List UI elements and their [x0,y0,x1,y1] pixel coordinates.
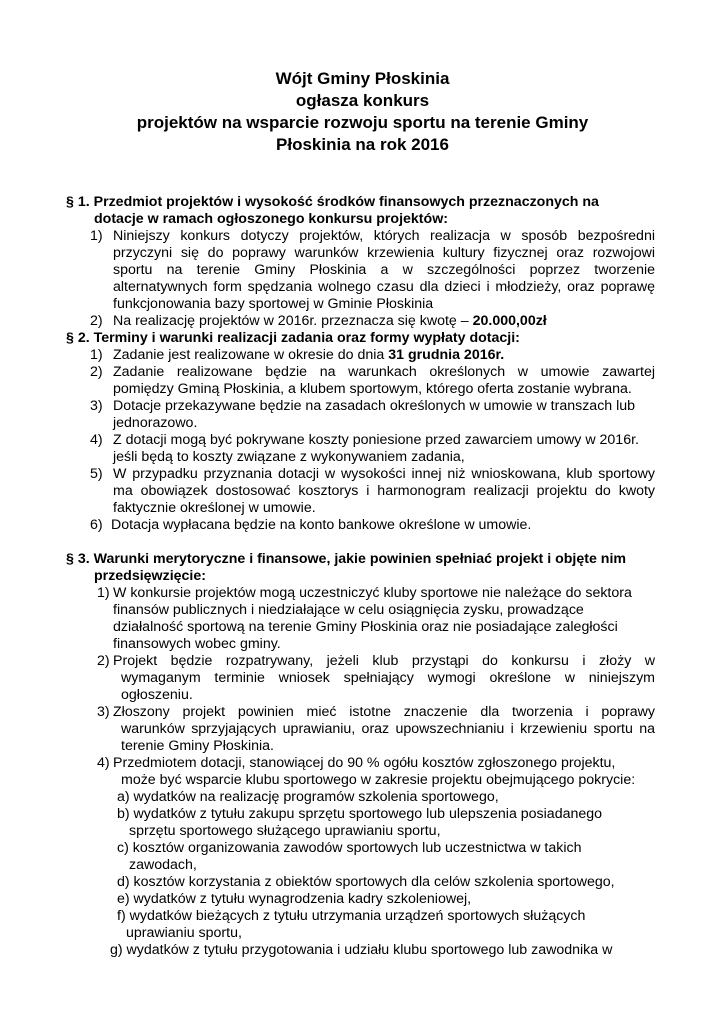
paragraph-line: Przedmiotem dotacji, stanowiącej do 90 % ogółu kosztów zgłoszonego projektu, [113,755,616,771]
paragraph-line: przyczyni się do poprawy warunków krzewienia kultury fizycznej oraz rozwojowi [113,245,655,261]
title-line-2: ogłasza konkurs [295,91,430,110]
list-number: 2) [97,653,110,669]
paragraph-line: terenie Gminy Płoskinia. [121,738,274,754]
list-number: 2) [90,364,103,380]
section-2-heading: § 2. Terminy i warunki realizacji zadania oraz formy wypłaty dotacji: [66,330,520,346]
title-line-3: projektów na wsparcie rozwoju sportu na terenie Gminy [136,113,589,132]
paragraph-line: warunków sprzyjających uprawianiu, oraz upowszechnianiu i krzewieniu sportu na [121,721,655,737]
deadline-date: 31 grudnia 2016r. [388,347,505,363]
list-number: 6) [90,517,103,533]
paragraph-line: pomiędzy Gminą Płoskinia, a klubem sportowym, którego oferta zostanie wybrana. [113,381,632,397]
paragraph-line: Projekt będzie rozpatrywany, jeżeli klub przystąpi do konkursu i złoży w [113,653,655,669]
sub-item-c-continued: zawodach, [129,857,197,873]
list-number: 4) [97,755,110,771]
sub-item-c: c) kosztów organizowania zawodów sportowych lub uczestnictwa w takich [117,840,582,856]
section-3-heading-line-1: § 3. Warunki merytoryczne i finansowe, jakie powinien spełniać projekt i objęte nim [66,551,627,567]
sub-item-f: f) wydatków bieżących z tytułu utrzymania urządzeń sportowych służących [117,908,586,924]
paragraph-line: finansów publicznych i niedziałające w celu osiągnięcia zysku, prowadzące [113,602,584,618]
list-number: 3) [97,704,110,720]
amount-text: Na realizację projektów w 2016r. przeznacza się kwotę – [113,313,473,329]
list-number: 4) [90,432,103,448]
paragraph-line: Dotacja wypłacana będzie na konto bankowe określone w umowie. [111,517,532,533]
paragraph-line [113,313,547,330]
sub-item-g: g) wydatków z tytułu przygotowania i udziału klubu sportowego lub zawodnika w [110,942,613,958]
list-number: 1) [90,228,103,244]
deadline-text: Zadanie jest realizowane w okresie do dnia [113,347,389,363]
paragraph-line: jednorazowo. [113,415,198,431]
section-3-heading-line-2: przedsięwzięcie: [94,568,206,584]
paragraph-line: faktycznie określonej w umowie. [113,500,316,516]
list-number: 5) [90,466,103,482]
sub-item-f-continued: uprawianiu sportu, [126,925,242,941]
section-1-heading-line-2: dotacje w ramach ogłoszonego konkursu projektów: [94,211,448,227]
paragraph-line: działalność sportową na terenie Gminy Płoskinia oraz nie posiadające zaległości [113,619,618,635]
paragraph-line [113,347,504,364]
paragraph-line: W przypadku przyznania dotacji w wysokości innej niż wnioskowana, klub sportowy [113,466,655,482]
paragraph-line: finansowych wobec gminy. [113,636,281,652]
paragraph-line: jeśli będą to koszty związane z wykonywaniem zadania, [113,449,465,465]
paragraph-line: funkcjonowania bazy sportowej w Gminie Płoskinia [113,296,434,312]
paragraph-line: ogłoszeniu. [121,687,193,703]
paragraph-line: wymaganym terminie wniosek spełniający wymogi określone w niniejszym [121,670,655,686]
sub-item-b-continued: sprzętu sportowego służącego uprawianiu sportu, [129,823,441,839]
paragraph-line: W konkursie projektów mogą uczestniczyć kluby sportowe nie należące do sektora [113,585,632,601]
paragraph-line: ma obowiązek dostosować kosztorys i harmonogram realizacji projektu do kwoty [113,483,655,499]
list-number: 1) [97,585,110,601]
paragraph-line: Złoszony projekt powinien mieć istotne znaczenie dla tworzenia i poprawy [113,704,655,720]
list-number: 3) [90,398,103,414]
paragraph-line: może być wsparcie klubu sportowego w zakresie projektu obejmującego pokrycie: [121,772,636,788]
section-1-heading-line-1: § 1. Przedmiot projektów i wysokość środków finansowych przeznaczonych na [66,194,599,210]
paragraph-line: sportu na terenie Gminy Płoskinia a w szczególności poprzez tworzenie [113,262,655,278]
sub-item-b: b) wydatków z tytułu zakupu sprzętu sportowego lub ulepszenia posiadanego [117,806,603,822]
sub-item-a: a) wydatków na realizację programów szkolenia sportowego, [117,789,499,805]
list-number: 1) [90,347,103,363]
sub-item-d: d) kosztów korzystania z obiektów sportowych dla celów szkolenia sportowego, [117,874,615,890]
paragraph-line: Dotacje przekazywane będzie na zasadach określonych w umowie w transzach lub [113,398,636,414]
document-title [0,68,725,156]
amount-value: 20.000,00zł [472,313,547,329]
list-number: 2) [90,313,103,329]
title-line-4: Płoskinia na rok 2016 [276,135,449,154]
paragraph-line: Zadanie realizowane będzie na warunkach określonych w umowie zawartej [113,364,655,380]
sub-item-e: e) wydatków z tytułu wynagrodzenia kadry szkoleniowej, [117,891,472,907]
title-line-1: Wójt Gminy Płoskinia [275,69,450,88]
paragraph-line: alternatywnych form spędzania wolnego czasu dla dzieci i młodzieży, oraz poprawę [113,279,655,295]
paragraph-line: Niniejszy konkurs dotyczy projektów, których realizacja w sposób bezpośredni [113,228,655,244]
paragraph-line: Z dotacji mogą być pokrywane koszty poniesione przed zawarciem umowy w 2016r. [113,432,639,448]
